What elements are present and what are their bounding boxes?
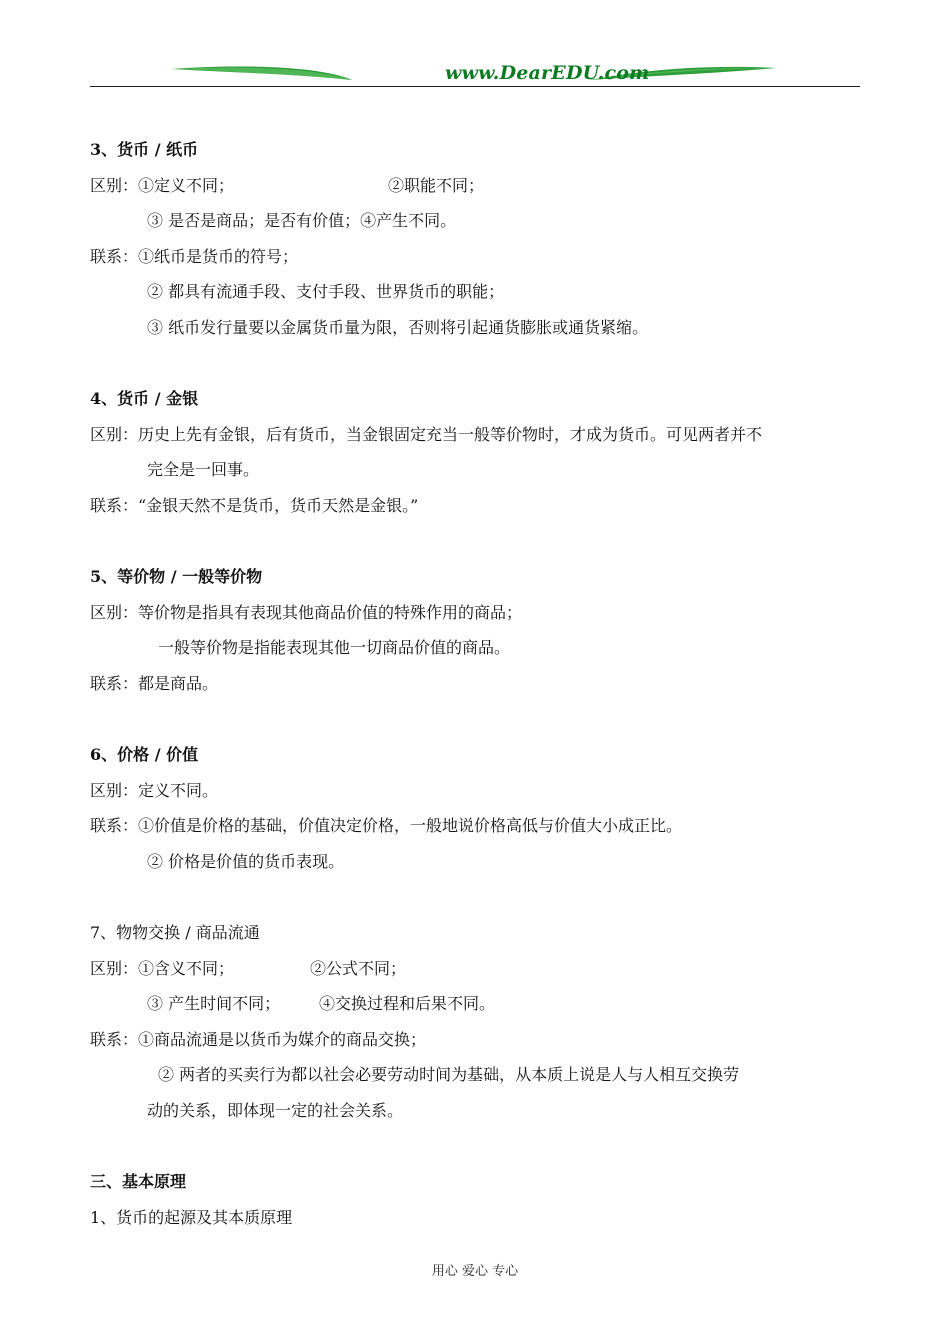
relation-label: 联系： bbox=[90, 246, 139, 266]
section-3-relation-2: ② 都具有流通手段、支付手段、世界货币的职能； bbox=[147, 282, 505, 301]
difference-label: 区别： bbox=[90, 175, 139, 195]
section-6-relation-2: ② 价格是价值的货币表现。 bbox=[147, 851, 345, 871]
section-5-difference-cont: 一般等价物是指能表现其他一切商品价值的商品。 bbox=[158, 638, 511, 657]
section-7-difference-cont bbox=[90, 986, 865, 1022]
section-5-title: 5、等价物 / 一般等价物 bbox=[90, 567, 263, 586]
section-7-relation-2: ② 两者的买卖行为都以社会必要劳动时间为基础，从本质上说是人与人相互交换劳 bbox=[158, 1065, 740, 1084]
site-logo-text: www.DearEDU.com bbox=[445, 62, 650, 84]
section-7-difference bbox=[90, 951, 865, 987]
section-4-difference: 区别：历史上先有金银，后有货币，当金银固定充当一般等价物时，才成为货币。可见两者并不 bbox=[90, 424, 763, 444]
section-6-difference: 区别：定义不同。 bbox=[90, 780, 219, 800]
section-3-title: 3、货币 / 纸币 bbox=[90, 140, 199, 159]
section-7-relation-3: 动的关系，即体现一定的社会关系。 bbox=[147, 1100, 404, 1120]
difference-label: 区别： bbox=[90, 958, 139, 978]
difference-item-2: ②职能不同； bbox=[388, 175, 485, 195]
section-5-difference: 区别：等价物是指具有表现其他商品价值的特殊作用的商品； bbox=[90, 602, 523, 622]
section-7-title: 7、物物交换 / 商品流通 bbox=[90, 923, 260, 942]
section-6-title: 6、价格 / 价值 bbox=[90, 745, 199, 764]
section-4-relation: 联系：“金银天然不是货币，货币天然是金银。” bbox=[90, 495, 419, 515]
difference-item-3: ③ 产生时间不同； bbox=[147, 994, 281, 1013]
section-7-relation: 联系：①商品流通是以货币为媒介的商品交换； bbox=[90, 1029, 427, 1049]
relation-item-1: ①纸币是货币的符号； bbox=[138, 246, 299, 266]
section-3-relation-3: ③ 纸币发行量要以金属货币量为限，否则将引起通货膨胀或通货紧缩。 bbox=[147, 317, 649, 337]
section-4-title: 4、货币 / 金银 bbox=[90, 389, 199, 408]
page-header bbox=[90, 60, 860, 90]
section-5-relation: 联系：都是商品。 bbox=[90, 673, 219, 693]
difference-item-1: ①含义不同； bbox=[138, 958, 235, 978]
section-3-difference bbox=[90, 168, 865, 204]
header-rule bbox=[90, 86, 860, 87]
section-three-title: 三、基本原理 bbox=[90, 1172, 187, 1191]
section-6-relation: 联系：①价值是价格的基础，价值决定价格，一般地说价格高低与价值大小成正比。 bbox=[90, 816, 683, 835]
page-footer: 用心 爱心 专心 bbox=[431, 1264, 519, 1279]
section-3-difference-cont: ③ 是否是商品；是否有价值；④产生不同。 bbox=[147, 211, 457, 230]
principle-1-title: 1、货币的起源及其本质原理 bbox=[90, 1207, 293, 1227]
document-body bbox=[90, 132, 865, 1235]
section-4-difference-cont: 完全是一回事。 bbox=[147, 460, 260, 479]
difference-item-1: ①定义不同； bbox=[138, 175, 235, 195]
difference-item-4: ④交换过程和后果不同。 bbox=[319, 994, 496, 1013]
section-3-relation bbox=[90, 239, 865, 275]
difference-item-2: ②公式不同； bbox=[310, 958, 407, 978]
